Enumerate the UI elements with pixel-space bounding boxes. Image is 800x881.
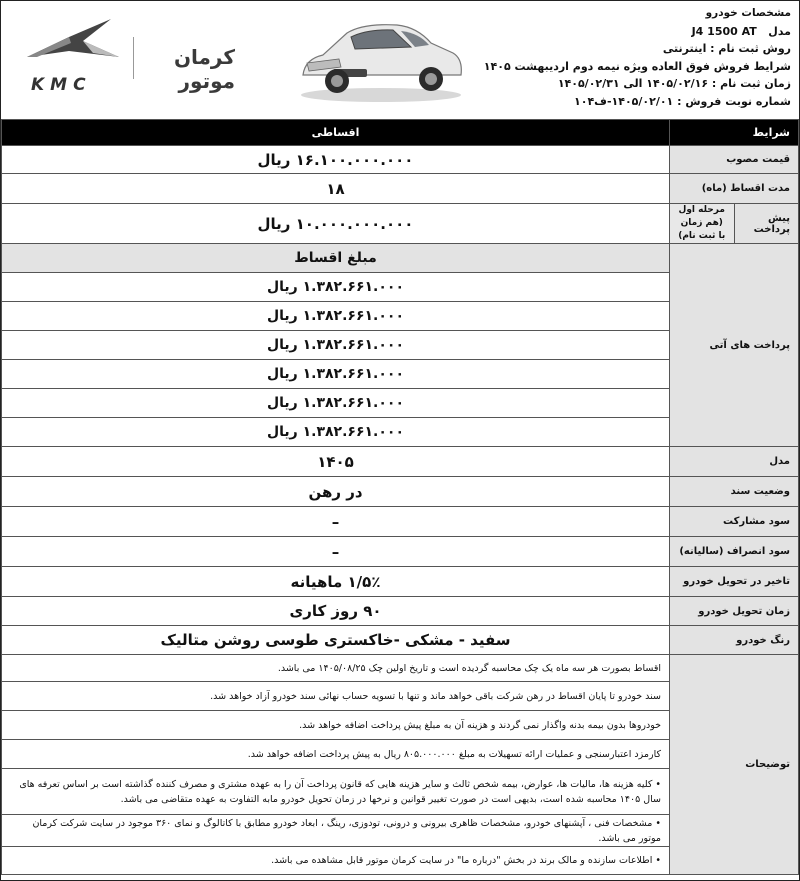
prepayment-value: ۱۰.۰۰۰.۰۰۰.۰۰۰ ریال [2, 204, 670, 244]
table-row-months [2, 174, 799, 204]
delivery-value: ۹۰ روز کاری [2, 597, 670, 626]
table-row-price [2, 146, 799, 174]
delay-value: ۱/۵٪ ماهیانه [2, 567, 670, 597]
note-text: • کلیه هزینه ها، مالیات ها، عوارض، بیمه شخص ثالث و سایر هزینه هایی که قانون پرداخت آن را به عهده مشتری و مصرف کننده گذاشته است بر اساس تعرفه های سال ۱۴۰۵ محاسبه شده است، بدیهی است در صورت تغییر قوانین و نرخها در زمان تحویل خودرو مابه التفاوت به عهده متقاضی می باشد. [2, 769, 670, 815]
table-row-partnership [2, 507, 799, 537]
delivery-label: زمان تحویل خودرو [670, 597, 799, 626]
table-row-cancel [2, 537, 799, 567]
head-label: شرایط [670, 120, 799, 146]
table-row-color [2, 626, 799, 655]
note-text: • مشخصات فنی ، آپشنهای خودرو، مشخصات ظاهری بیرونی و درونی، تودوزی، رینگ ، ابعاد خودرو مطابق با کاتالوگ و نمای ۳۶۰ موجود در سایت شرکت کرمان موتور می باشد. [2, 815, 670, 847]
table-row-note [2, 655, 799, 682]
delay-label: تاخیر در تحویل خودرو [670, 567, 799, 597]
cancel-value: – [2, 537, 670, 567]
model-line [491, 23, 791, 41]
price-label: قیمت مصوب [670, 146, 799, 174]
sale-conditions: شرایط فروش فوق العاده ویژه نیمه دوم اردیبهشت ۱۴۰۵ [483, 59, 791, 73]
logo-brand-en: KMC [31, 75, 92, 95]
installment-value: ۱.۳۸۲.۶۶۱.۰۰۰ ریال [2, 418, 670, 447]
partnership-value: – [2, 507, 670, 537]
doc-status-label: وضعیت سند [670, 477, 799, 507]
installment-value: ۱.۳۸۲.۶۶۱.۰۰۰ ریال [2, 389, 670, 418]
color-label: رنگ خودرو [670, 626, 799, 655]
register-method: روش ثبت نام : اینترنتی [662, 42, 791, 55]
stage1-sub: (هم زمان با ثبت نام) [678, 218, 726, 241]
months-value: ۱۸ [2, 174, 670, 204]
brand-logo [9, 7, 235, 107]
logo-brand-fa: کرمان موتور [173, 45, 235, 93]
stage1-label: مرحله اول [678, 205, 725, 215]
table-head-row [2, 120, 799, 146]
table-row-model-year [2, 447, 799, 477]
months-label: مدت اقساط (ماه) [670, 174, 799, 204]
table-row-delay [2, 567, 799, 597]
note-text: خودروها بدون بیمه بدنه واگذار نمی گردند و هزینه آن به مبلغ پیش پرداخت اضافه خواهد شد. [2, 711, 670, 740]
kmc-logo-icon [13, 11, 133, 81]
table-row-installments-title [2, 244, 799, 273]
installments-title: مبلغ اقساط [2, 244, 670, 273]
register-time: زمان ثبت نام : ۱۴۰۵/۰۲/۱۶ الی ۱۴۰۵/۰۲/۳۱ [557, 77, 791, 90]
future-payments-label: پرداخت های آتی [670, 244, 799, 447]
note-text: • اطلاعات سازنده و مالک برند در بخش "درباره ما" در سایت کرمان موتور قابل مشاهده می باشد. [2, 847, 670, 875]
model-year-label: مدل [670, 447, 799, 477]
cancel-label: سود انصراف (سالیانه) [670, 537, 799, 567]
table-row-prepayment [2, 204, 799, 244]
table-row-delivery [2, 597, 799, 626]
car-image [293, 13, 469, 105]
specs-title: مشخصات خودرو [705, 7, 791, 19]
logo-separator [133, 37, 134, 79]
header [1, 1, 799, 120]
price-value: ۱۶.۱۰۰.۰۰۰.۰۰۰ ریال [2, 146, 670, 174]
car-specs [483, 5, 791, 110]
notes-label: توضیحات [670, 655, 799, 875]
partnership-label: سود مشارکت [670, 507, 799, 537]
stage1-cell [670, 204, 735, 244]
installment-value: ۱.۳۸۲.۶۶۱.۰۰۰ ریال [2, 360, 670, 389]
installment-value: ۱.۳۸۲.۶۶۱.۰۰۰ ریال [2, 302, 670, 331]
doc-status-value: در رهن [2, 477, 670, 507]
prepayment-label: پیش پرداخت [734, 204, 799, 244]
model-year-value: ۱۴۰۵ [2, 447, 670, 477]
note-text: سند خودرو تا پایان اقساط در رهن شرکت باقی خواهد ماند و تنها با تسویه حساب نهائی سند خودرو آزاد خواهد شد. [2, 682, 670, 711]
model-label: مدل [768, 24, 791, 38]
note-text: کارمزد اعتبارسنجی و عملیات ارائه تسهیلات به مبلغ ۸۰۵.۰۰۰.۰۰۰ ریال به پیش پرداخت اضافه خواهد شد. [2, 740, 670, 769]
sale-round: شماره نوبت فروش : ۱۴۰۵/۰۲/۰۱-ف۱۰۴ [574, 94, 791, 108]
table-row-doc-status [2, 477, 799, 507]
price-table [1, 119, 799, 875]
model-value: J4 1500 AT [691, 24, 757, 38]
note-text: اقساط بصورت هر سه ماه یک چک محاسبه گردیده است و تاریخ اولین چک ۱۴۰۵/۰۸/۲۵ می باشد. [2, 655, 670, 682]
installment-value: ۱.۳۸۲.۶۶۱.۰۰۰ ریال [2, 331, 670, 360]
installment-value: ۱.۳۸۲.۶۶۱.۰۰۰ ریال [2, 273, 670, 302]
head-value: اقساطی [2, 120, 670, 146]
color-value: سفید - مشکی -خاکستری طوسی روشن متالیک [2, 626, 670, 655]
